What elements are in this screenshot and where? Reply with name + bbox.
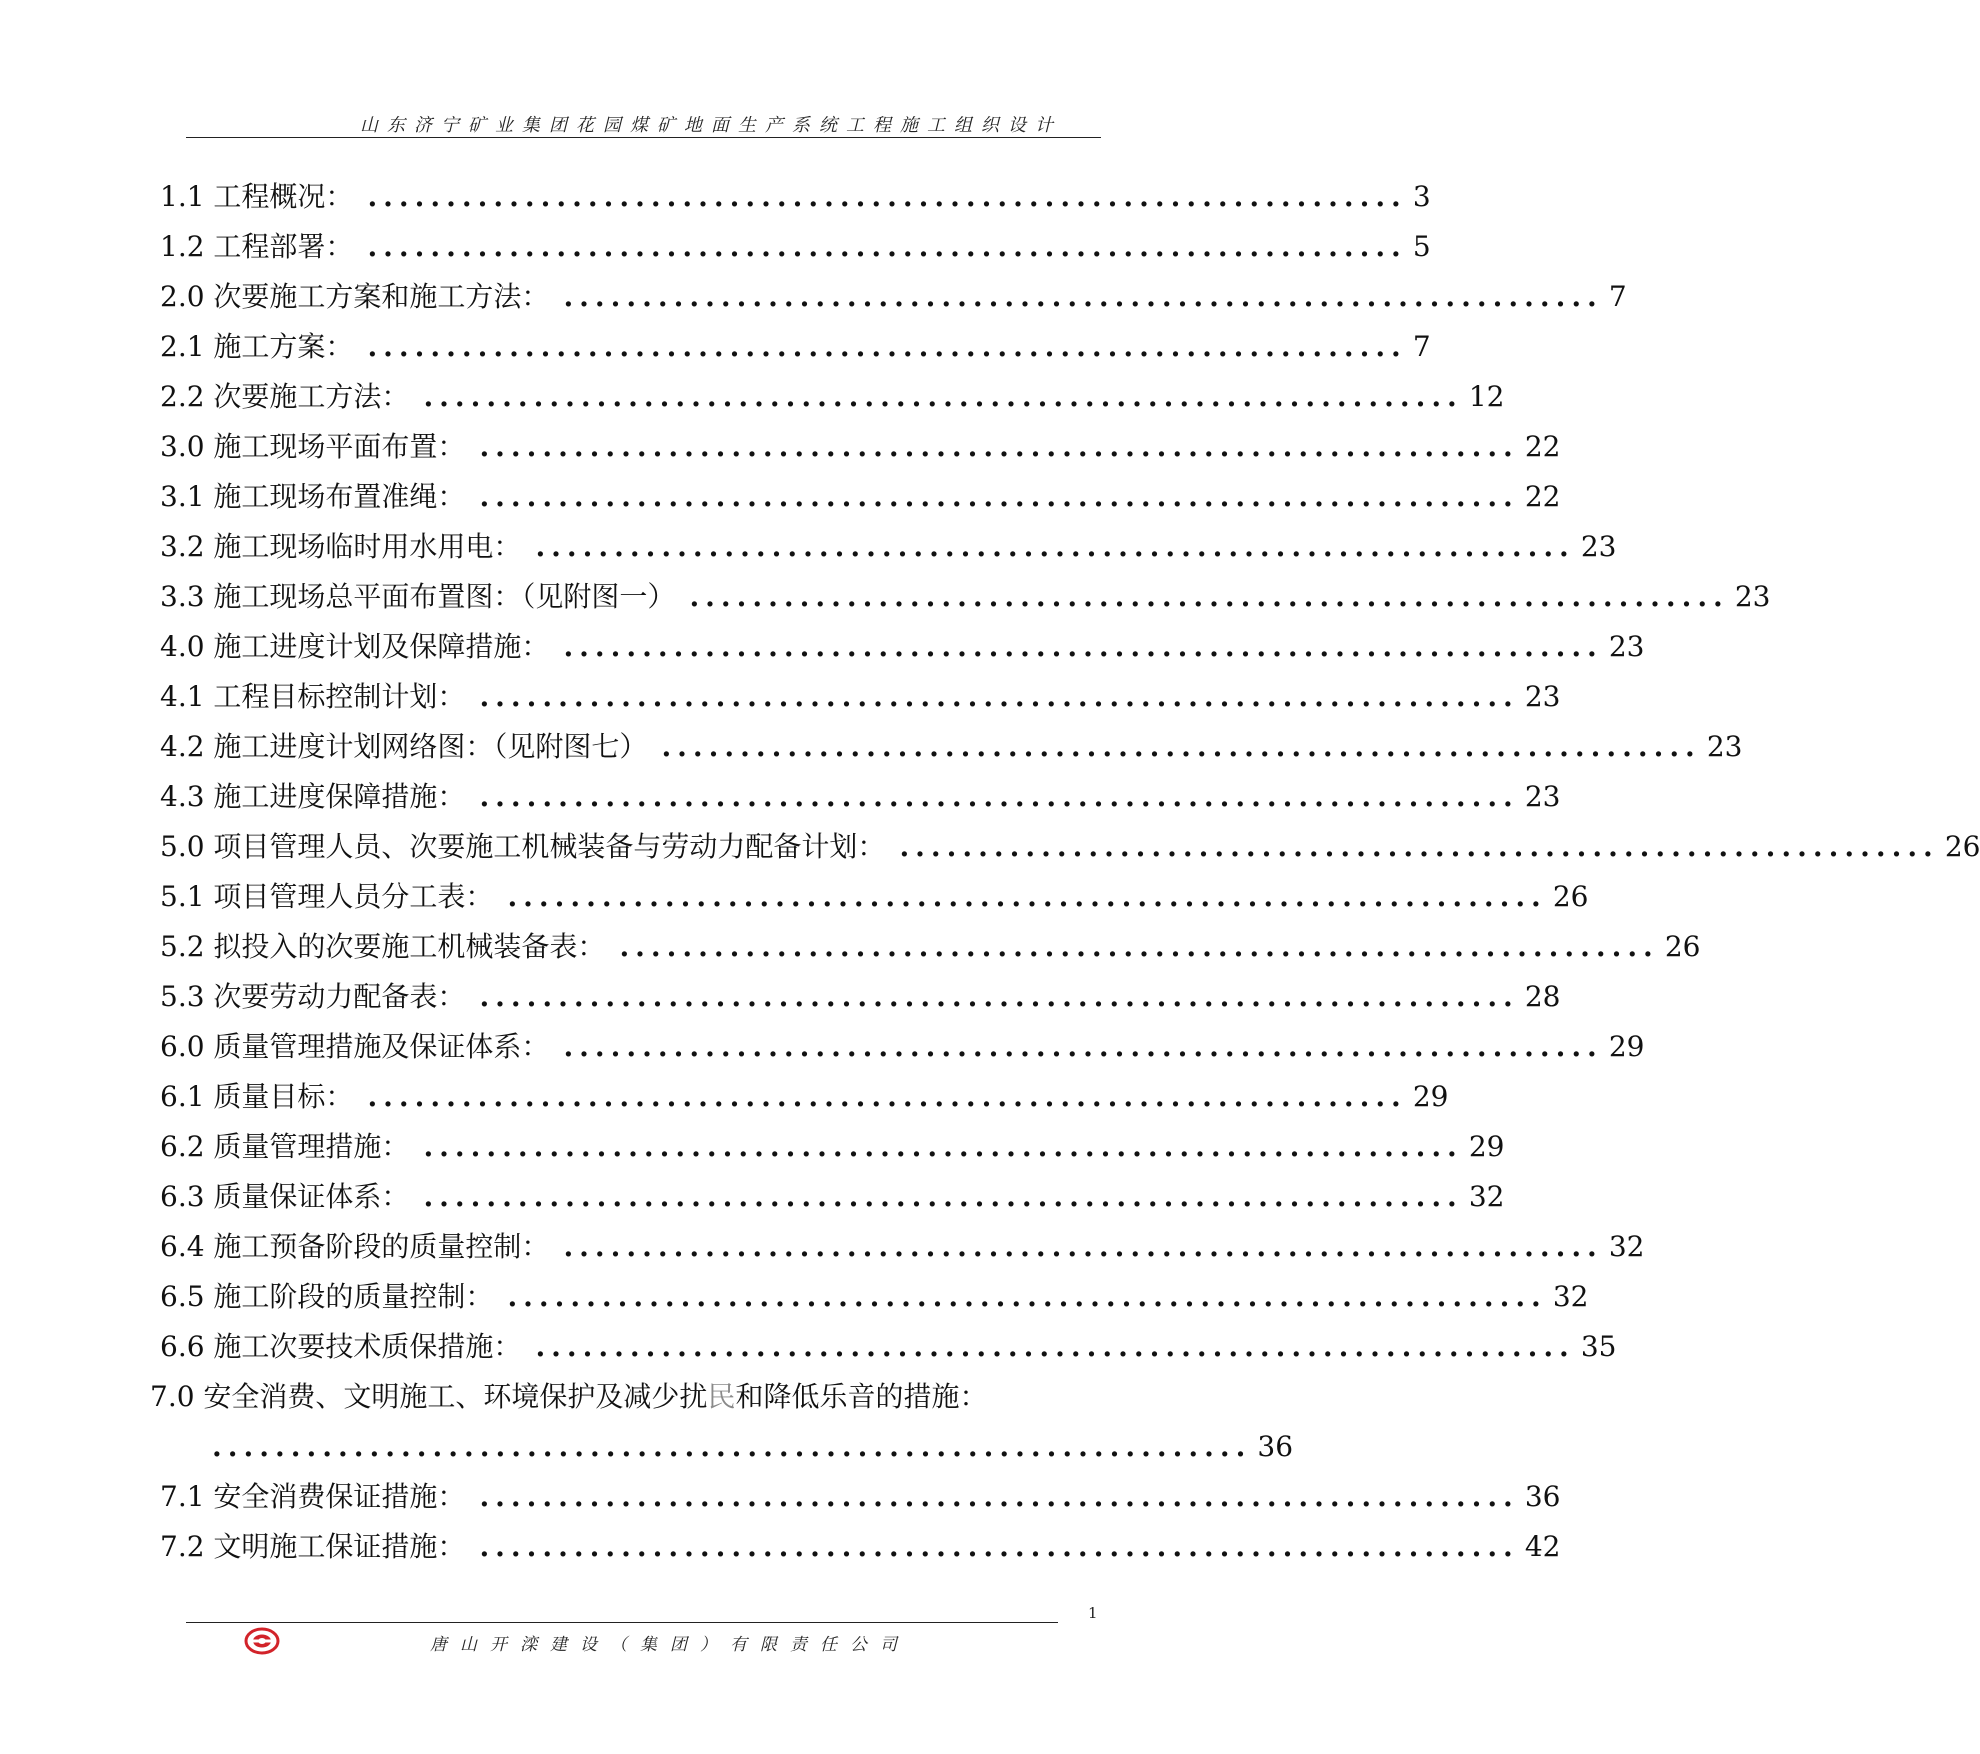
toc-entry-label: 7.2 文明施工保证措施：: [160, 1530, 466, 1563]
toc-entry[interactable]: [160, 422, 1561, 472]
toc-entry-page-number: 42: [1524, 1530, 1561, 1563]
toc-entry-label: 2.0 次要施工方案和施工方法：: [160, 280, 550, 313]
toc-entry-page-number: 26: [1944, 830, 1980, 863]
toc-entry-page-number: 26: [1552, 880, 1589, 913]
toc-entry-page-number: 32: [1552, 1280, 1589, 1313]
toc-entry-label: 2.2 次要施工方法：: [160, 380, 410, 413]
header-divider: [186, 137, 1101, 138]
toc-entry[interactable]: [160, 822, 1980, 872]
toc-entry-label-part: 7.0 安全消费、文明施工、环境保护及减少扰: [150, 1380, 708, 1413]
page-number: 1: [1088, 1604, 1098, 1622]
toc-dot-leader: ..................................................................: [367, 1080, 1407, 1113]
toc-entry-label: 2.1 施工方案：: [160, 330, 354, 363]
running-header-title: 山东济宁矿业集团花园煤矿地面生产系统工程施工组织设计: [360, 115, 1062, 136]
toc-entry-page-number: 22: [1524, 480, 1561, 513]
toc-entry[interactable]: [160, 372, 1505, 422]
toc-dot-leader: ..................................................................: [619, 930, 1659, 963]
toc-entry-label: 4.1 工程目标控制计划：: [160, 680, 466, 713]
toc-entry-page-number: 23: [1524, 780, 1561, 813]
toc-entry-label: 7.1 安全消费保证措施：: [160, 1480, 466, 1513]
toc-entry[interactable]: [160, 1522, 1561, 1572]
toc-entry-page-number: 26: [1664, 930, 1701, 963]
toc-entry-label: 6.4 施工预备阶段的质量控制：: [160, 1230, 550, 1263]
toc-dot-leader: ..................................................................: [899, 830, 1939, 863]
toc-entry-label: 4.0 施工进度计划及保障措施：: [160, 630, 550, 663]
toc-dot-leader: ..................................................................: [563, 1230, 1603, 1263]
toc-entry-label: [150, 1372, 987, 1422]
toc-entry-page-number: 28: [1524, 980, 1561, 1013]
toc-entry[interactable]: [160, 472, 1561, 522]
toc-entry[interactable]: [160, 1072, 1449, 1122]
toc-entry[interactable]: [160, 222, 1431, 272]
toc-entry-page-number: 32: [1468, 1180, 1505, 1213]
toc-entry-label: 4.3 施工进度保障措施：: [160, 780, 466, 813]
toc-entry[interactable]: [160, 272, 1627, 322]
toc-entry-page-number: 29: [1468, 1130, 1505, 1163]
toc-entry-label: 6.1 质量目标：: [160, 1080, 354, 1113]
toc-entry-label: 3.3 施工现场总平面布置图：（见附图一）: [160, 580, 676, 613]
toc-dot-leader: ..................................................................: [367, 330, 1407, 363]
toc-entry[interactable]: [160, 672, 1561, 722]
toc-entry-page-number: 36: [1524, 1480, 1561, 1513]
company-logo-icon: [244, 1627, 280, 1655]
toc-dot-leader: ..................................................................: [479, 1530, 1519, 1563]
toc-entry[interactable]: [160, 1122, 1505, 1172]
toc-dot-leader: ..................................................................: [479, 980, 1519, 1013]
toc-entry-label: 6.6 施工次要技术质保措施：: [160, 1330, 522, 1363]
toc-entry-page-number: 29: [1412, 1080, 1449, 1113]
toc-dot-leader: ..................................................................: [563, 630, 1603, 663]
toc-entry[interactable]: [160, 1472, 1561, 1522]
toc-entry-label: 6.0 质量管理措施及保证体系：: [160, 1030, 550, 1063]
toc-entry-page-number: 23: [1524, 680, 1561, 713]
toc-entry-label: 1.2 工程部署：: [160, 230, 354, 263]
toc-entry[interactable]: [160, 522, 1617, 572]
toc-entry-page-number: 7: [1412, 330, 1431, 363]
toc-dot-leader: ..................................................................: [535, 530, 1575, 563]
toc-entry-label: 5.2 拟投入的次要施工机械装备表：: [160, 930, 606, 963]
toc-entry-page-number: 23: [1734, 580, 1771, 613]
toc-dot-leader: ..................................................................: [661, 730, 1701, 763]
toc-entry-label: 5.0 项目管理人员、次要施工机械装备与劳动力配备计划：: [160, 830, 886, 863]
toc-entry-label: 1.1 工程概况：: [160, 180, 354, 213]
toc-entry[interactable]: [160, 1322, 1617, 1372]
toc-entry[interactable]: [160, 972, 1561, 1022]
toc-dot-leader: ..................................................................: [507, 880, 1547, 913]
footer-divider: [186, 1622, 1058, 1623]
toc-dot-leader: ..................................................................: [479, 430, 1519, 463]
toc-dot-leader: ..................................................................: [479, 780, 1519, 813]
toc-dot-leader: ..................................................................: [423, 1180, 1463, 1213]
toc-entry-label: 4.2 施工进度计划网络图：（见附图七）: [160, 730, 648, 763]
toc-entry[interactable]: [150, 1372, 1072, 1422]
toc-entry[interactable]: [160, 1222, 1645, 1272]
toc-entry-label: 5.1 项目管理人员分工表：: [160, 880, 494, 913]
toc-entry[interactable]: [160, 872, 1589, 922]
toc-dot-leader: ..................................................................: [423, 1130, 1463, 1163]
toc-entry-page-number: 23: [1580, 530, 1617, 563]
toc-entry-page-number: 12: [1468, 380, 1505, 413]
toc-entry-label: 6.3 质量保证体系：: [160, 1180, 410, 1213]
toc-dot-leader: ..................................................................: [689, 580, 1729, 613]
toc-entry-continuation[interactable]: [212, 1422, 1294, 1472]
toc-entry-page-number: 7: [1608, 280, 1627, 313]
toc-entry[interactable]: [160, 1022, 1645, 1072]
toc-entry-label: 3.1 施工现场布置准绳：: [160, 480, 466, 513]
toc-entry-page-number: 23: [1608, 630, 1645, 663]
toc-entry[interactable]: [160, 1172, 1505, 1222]
toc-entry-page-number: 32: [1608, 1230, 1645, 1263]
toc-entry[interactable]: [160, 622, 1645, 672]
toc-entry-label-part-highlighted: 民: [707, 1380, 736, 1413]
toc-entry-page-number: 5: [1412, 230, 1431, 263]
toc-entry-page-number: 35: [1580, 1330, 1617, 1363]
toc-dot-leader: ..................................................................: [423, 380, 1463, 413]
toc-entry-page-number: 29: [1608, 1030, 1645, 1063]
toc-entry-page-number: 23: [1706, 730, 1743, 763]
toc-entry-page-number: 36: [1257, 1430, 1294, 1463]
toc-entry[interactable]: [160, 722, 1743, 772]
toc-entry-page-number: 3: [1412, 180, 1431, 213]
toc-dot-leader: ..................................................................: [563, 1030, 1603, 1063]
toc-dot-leader: ..................................................................: [367, 180, 1407, 213]
toc-entry[interactable]: [160, 322, 1431, 372]
toc-entry-label: 6.5 施工阶段的质量控制：: [160, 1280, 494, 1313]
toc-entry[interactable]: [160, 1272, 1589, 1322]
toc-dot-leader: ..................................................................: [535, 1330, 1575, 1363]
toc-entry[interactable]: [160, 772, 1561, 822]
toc-entry-label: 6.2 质量管理措施：: [160, 1130, 410, 1163]
toc-entry[interactable]: [160, 922, 1701, 972]
toc-entry-label: 3.0 施工现场平面布置：: [160, 430, 466, 463]
toc-dot-leader: ..................................................................: [563, 280, 1603, 313]
toc-dot-leader: ..................................................................: [479, 1480, 1519, 1513]
toc-entry[interactable]: [160, 172, 1431, 222]
toc-dot-leader: ..................................................................: [367, 230, 1407, 263]
toc-dot-leader: ..................................................................: [479, 680, 1519, 713]
toc-entry-label: 5.3 次要劳动力配备表：: [160, 980, 466, 1013]
toc-dot-leader: ..................................................................: [212, 1430, 1252, 1463]
toc-dot-leader: ..................................................................: [507, 1280, 1547, 1313]
toc-entry-label: 3.2 施工现场临时用水用电：: [160, 530, 522, 563]
toc-entry[interactable]: [160, 572, 1771, 622]
table-of-contents: [150, 172, 1980, 1572]
toc-entry-label-part: 和降低乐音的措施：: [735, 1380, 988, 1413]
toc-dot-leader: ..................................................................: [479, 480, 1519, 513]
toc-entry-page-number: 22: [1524, 430, 1561, 463]
footer-company-name: 唐山开滦建设（集团）有限责任公司: [430, 1635, 910, 1655]
